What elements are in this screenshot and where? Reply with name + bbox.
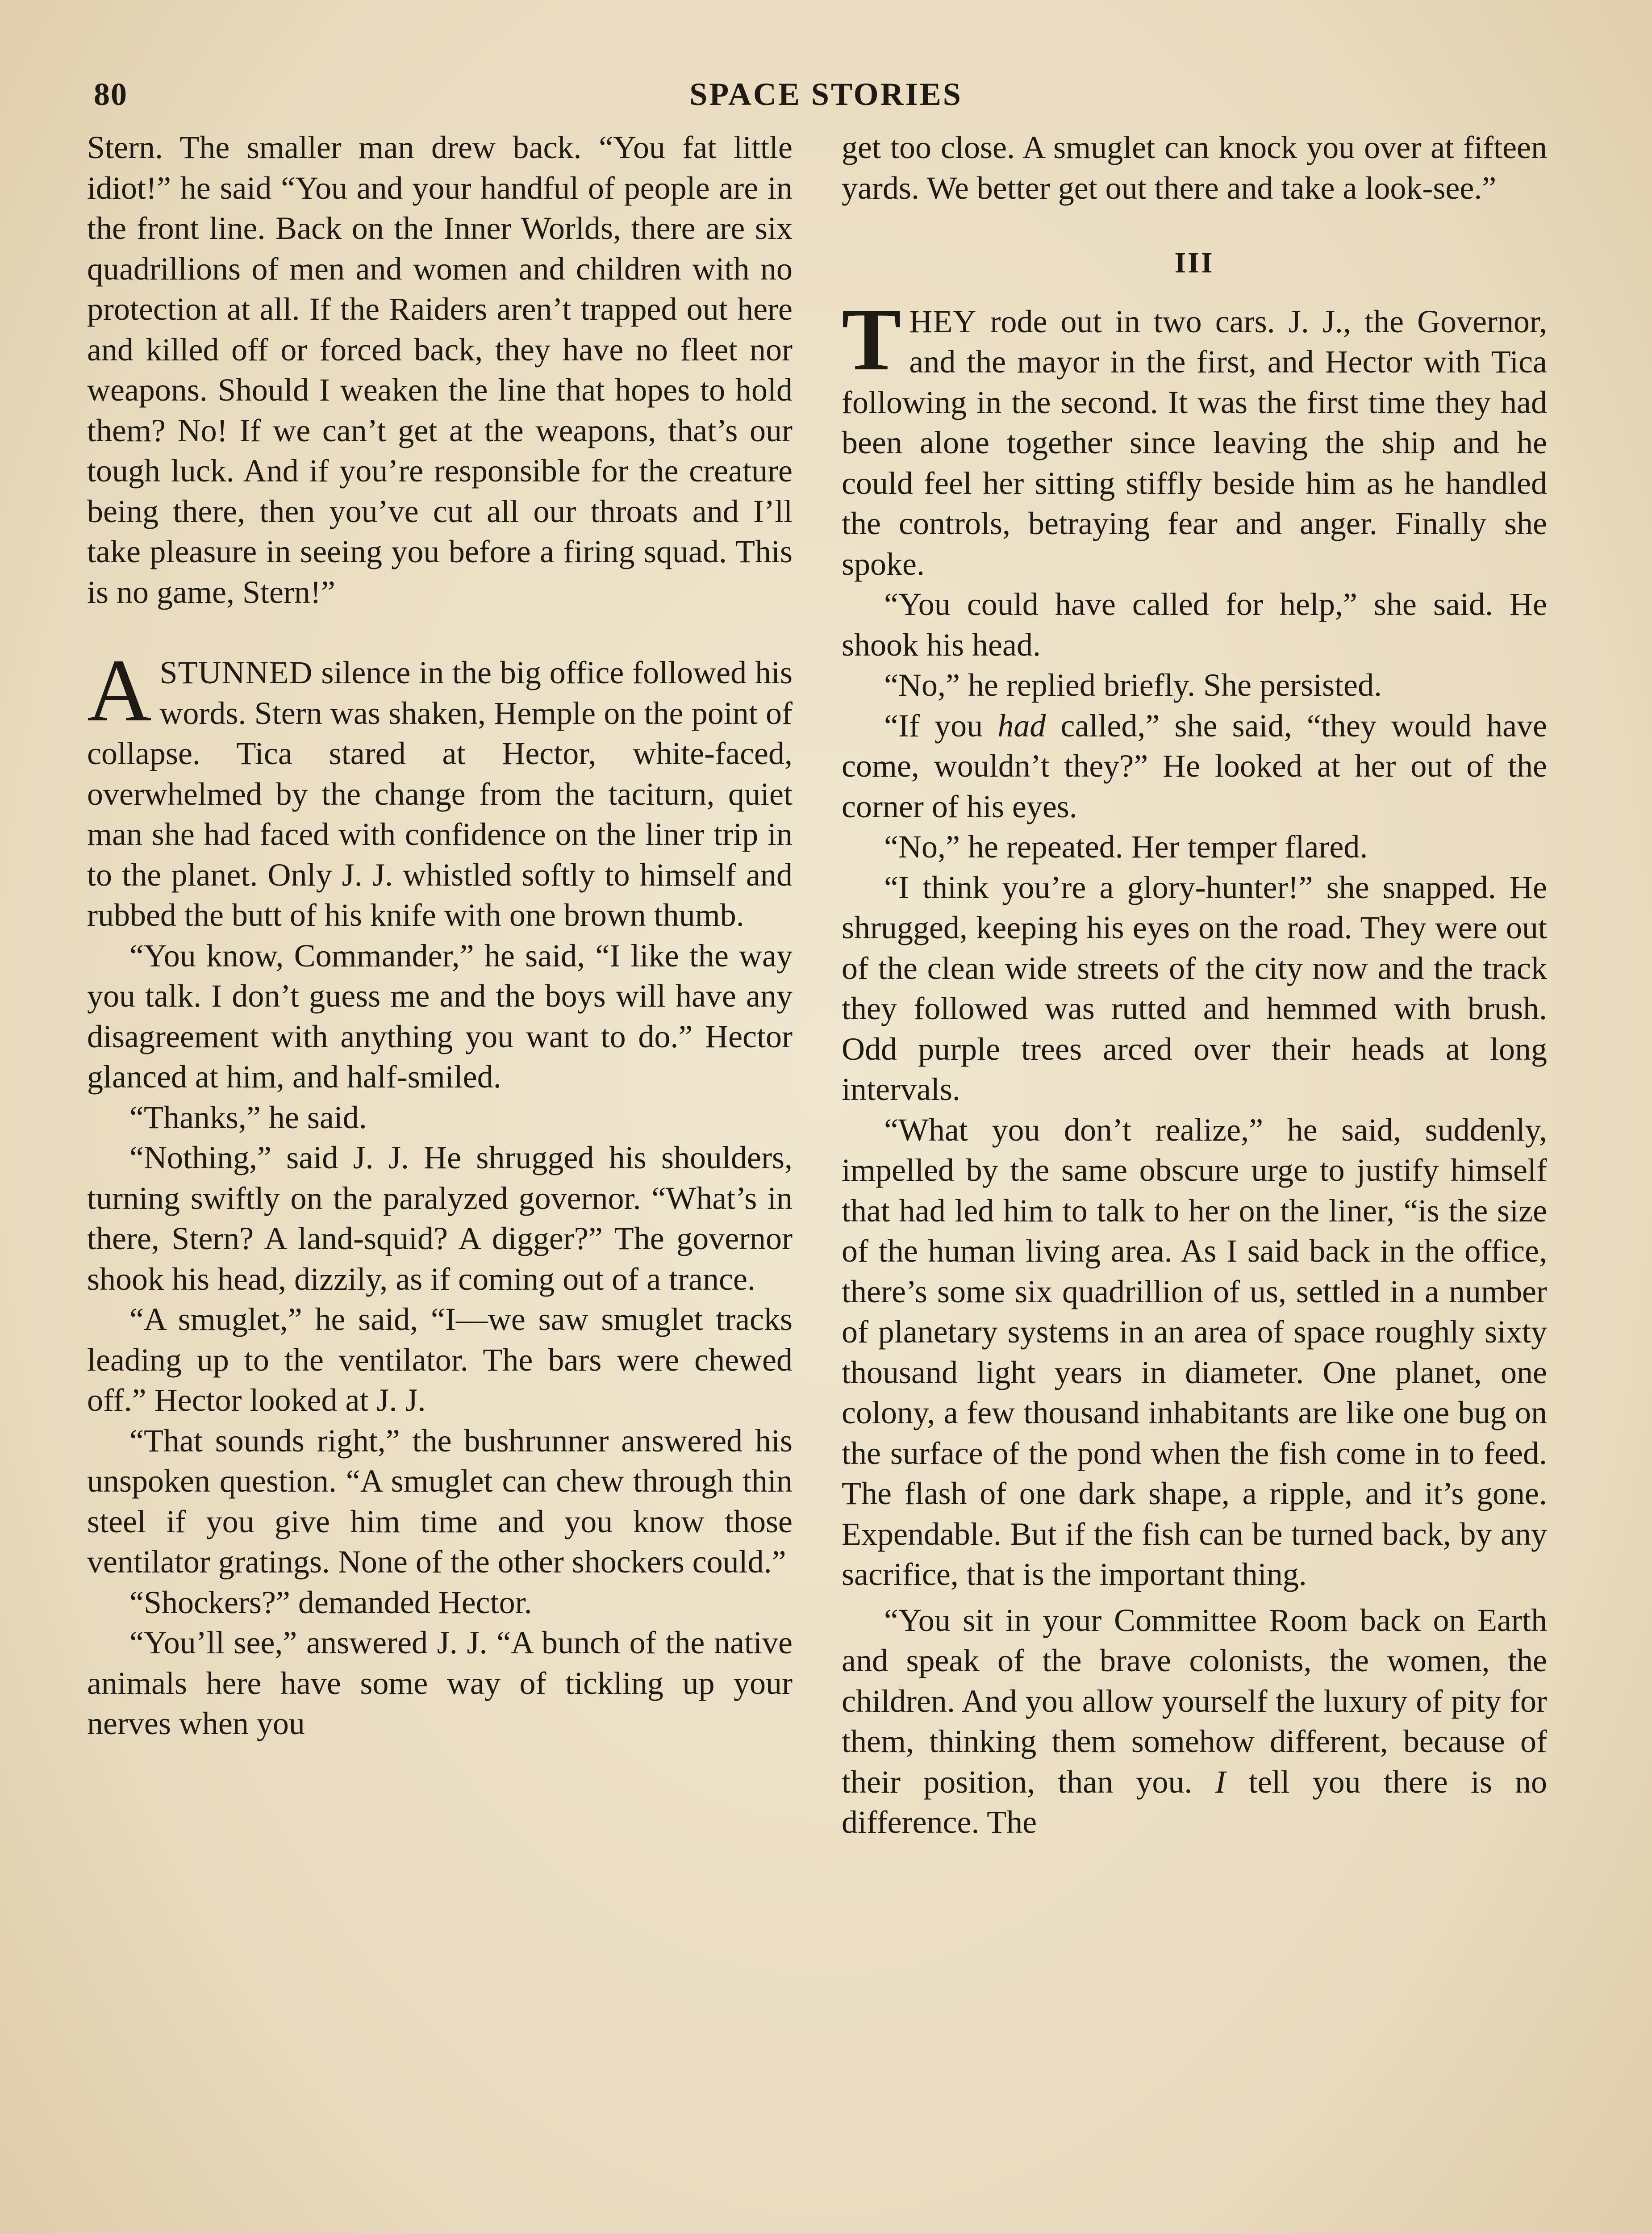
- paragraph: “You could have called for help,” she said. He shook his head.: [842, 586, 1547, 663]
- paragraph: “No,” he replied briefly. She persisted.: [884, 667, 1382, 703]
- lead-in-words: HEY: [909, 303, 977, 339]
- paragraph: [842, 1600, 1547, 1843]
- left-column: [87, 127, 793, 1744]
- paragraph: “A smuglet,” he said, “I—we saw smuglet tracks leading up to the ventilator. The bars were chewed off.” Hector looked at J. J.: [87, 1301, 793, 1418]
- section-number: III: [1174, 247, 1214, 279]
- paragraph: “That sounds right,” the bushrunner answered his unspoken question. “A smuglet can chew through thin steel if you give him time and you know those ventilator gratings. None of the other shockers could.”: [87, 1422, 793, 1580]
- page-number: 80: [94, 76, 128, 112]
- paragraph: [842, 706, 1547, 827]
- paragraph-text: tell you there is no difference. The: [842, 1764, 1547, 1840]
- paragraph-text: silence in the big office followed his words. Stern was shaken, Hemple on the point of collapse. Tica stared at Hector, white-faced, overwhelmed by the change from the taciturn, quiet man she had faced with confidence on the liner trip in to the planet. Only J. J. whistled softly to himself and rubbed the butt of his knife with one brown thumb.: [87, 655, 793, 933]
- paragraph: “No,” he repeated. Her temper flared.: [884, 829, 1368, 865]
- paragraph: “You’ll see,” answered J. J. “A bunch of the native animals here have some way of tickling up your nerves when you: [87, 1625, 793, 1741]
- page-header: [94, 76, 1558, 125]
- paragraph: “Thanks,” he said.: [129, 1099, 367, 1135]
- paragraph: Stern. The smaller man drew back. “You fat little idiot!” he said “You and your handful of people are in the front line. Back on the Inner Worlds, there are six quadrillions of men and women and children with no protection at all. If the Raiders aren’t trapped out here and killed off or forced back, they have no fleet nor weapons. Should I weaken the line that hopes to hold them? No! If we can’t get at the weapons, that’s our tough luck. And if you’re responsible for the creature being there, then you’ve cut all our throats and I’ll take pleasure in seeing you before a firing squad. This is no game, Stern!”: [87, 130, 793, 610]
- emphasis-text: had: [997, 707, 1046, 744]
- emphasis-text: I: [1215, 1764, 1226, 1800]
- paragraph: “What you don’t realize,” he said, suddenly, impelled by the same obscure urge to justify himself that had led him to talk to her on the liner, “is the size of the human living area. As I said back in the office, there’s some six quadrillion of us, settled in a number of planetary systems in an area of space roughly sixty thousand light years in diameter. One planet, one colony, a few thousand inhabitants are like one bug on the surface of the pond when the fish come in to feed. The flash of one dark shape, a ripple, and it’s gone. Expendable. But if the fish can be turned back, by any sacrifice, that is the important thing.: [842, 1112, 1547, 1592]
- lead-in-words: STUNNED: [159, 655, 313, 690]
- running-title: SPACE STORIES: [689, 76, 963, 112]
- paragraph-dropcap: [87, 641, 793, 936]
- drop-cap-letter: A: [87, 641, 152, 740]
- paragraph: “You know, Commander,” he said, “I like the way you talk. I don’t guess me and the boys will have any disagreement with anything you want to do.” Hector glanced at him, and half-smiled.: [87, 937, 793, 1095]
- paragraph: “Shockers?” demanded Hector.: [129, 1584, 532, 1620]
- paragraph-text: called,” she said, “they would have come, wouldn’t they?” He looked at her out of the corner of his eyes.: [842, 707, 1547, 824]
- drop-cap-letter: T: [842, 290, 901, 389]
- paragraph-dropcap: [842, 290, 1547, 585]
- paragraph: “Nothing,” said J. J. He shrugged his shoulders, turning swiftly on the paralyzed governor. “What’s in there, Stern? A land-squid? A digger?” The governor shook his head, dizzily, as if coming out of a trance.: [87, 1140, 793, 1297]
- paragraph-text: rode out in two cars. J. J., the Governor, and the mayor in the first, and Hector with Tica following in the second. It was the first time they had been alone together since leaving the ship and he could feel her sitting stiffly beside him as he handled the controls, betraying fear and anger. Finally she spoke.: [842, 303, 1547, 582]
- paragraph-text: “If you: [884, 707, 998, 744]
- right-column: [842, 127, 1547, 1843]
- paragraph: get too close. A smuglet can knock you over at fifteen yards. We better get out there and take a look-see.”: [842, 130, 1547, 206]
- paragraph-text: “You sit in your Committee Room back on Earth and speak of the brave colonists, the women, the children. And you allow yourself the luxury of pity for them, thinking them somehow different, because of their position, than you.: [842, 1602, 1547, 1800]
- paragraph: “I think you’re a glory-hunter!” she snapped. He shrugged, keeping his eyes on the road. They were out of the clean wide streets of the city now and the track they followed was rutted and hemmed with brush. Odd purple trees arced over their heads at long intervals.: [842, 869, 1547, 1107]
